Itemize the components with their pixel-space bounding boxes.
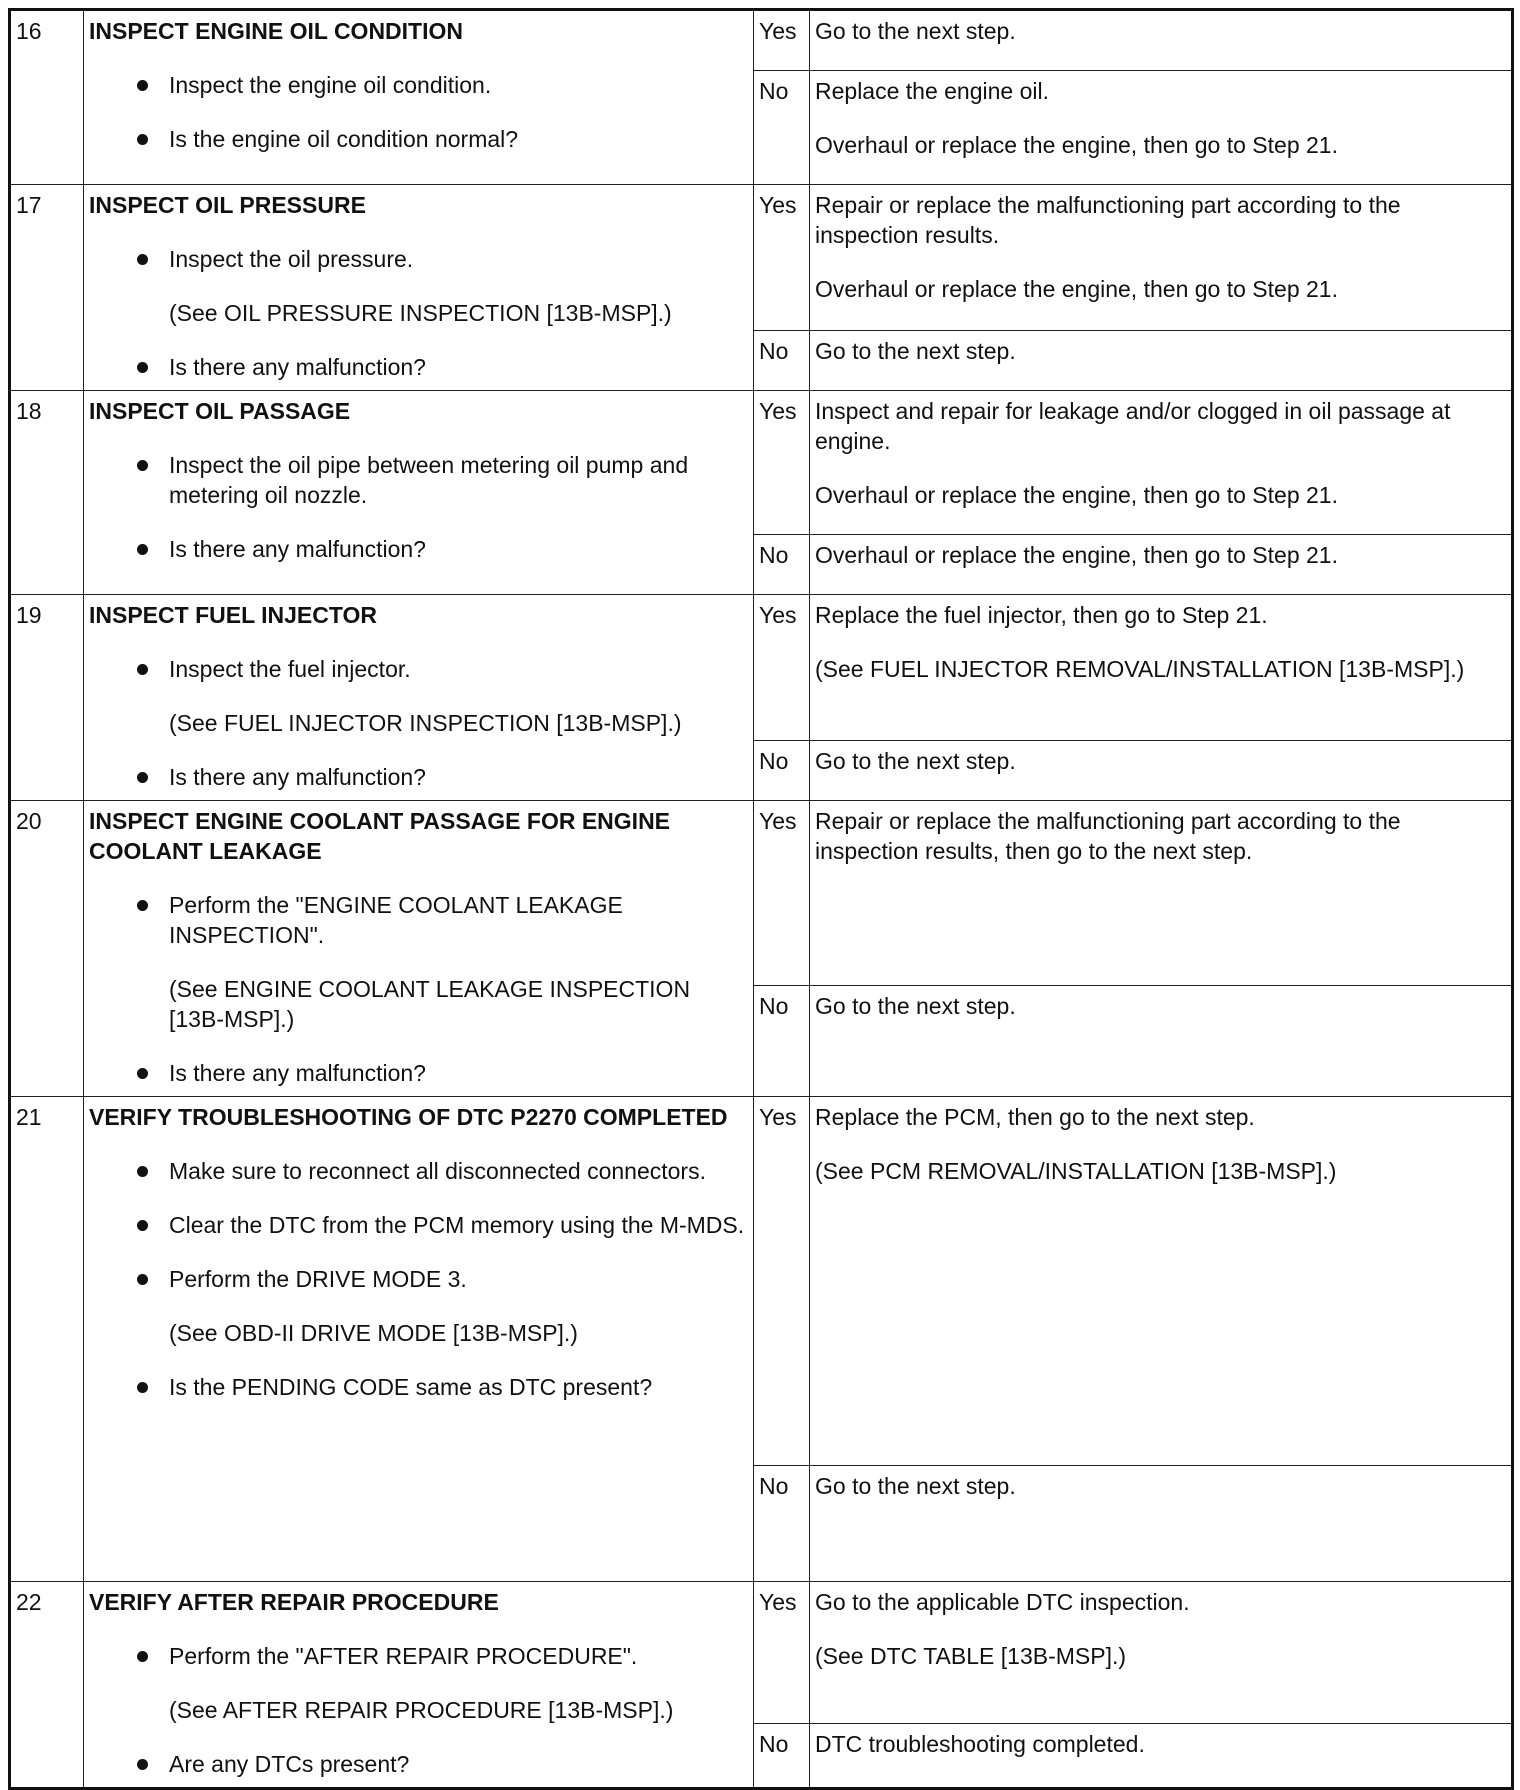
yes-result-cell bbox=[810, 10, 1513, 71]
no-result-cell bbox=[810, 535, 1513, 595]
action-bullet-item: Inspect the fuel injector. bbox=[89, 654, 747, 684]
reference-note: (See FUEL INJECTOR INSPECTION [13B-MSP].) bbox=[169, 710, 682, 736]
no-label: No bbox=[754, 330, 810, 390]
step-number: 18 bbox=[10, 391, 84, 595]
action-bullet-item: Perform the "ENGINE COOLANT LEAKAGE INSPECTION". bbox=[89, 890, 747, 950]
action-bullet-item: Is there any malfunction? bbox=[89, 534, 747, 564]
step-action-cell bbox=[84, 1582, 754, 1789]
yes-label: Yes bbox=[754, 10, 810, 71]
yes-result-text: Replace the fuel injector, then go to Step 21. bbox=[815, 602, 1268, 628]
no-result-text: Go to the next step. bbox=[815, 993, 1016, 1020]
no-label: No bbox=[754, 740, 810, 800]
step-title: INSPECT OIL PASSAGE bbox=[89, 398, 351, 424]
no-result-cell bbox=[810, 740, 1513, 800]
yes-result-text: Repair or replace the malfunctioning part according to the inspection results, then go to the next step. bbox=[815, 808, 1401, 864]
reference-note: (See OIL PRESSURE INSPECTION [13B-MSP].) bbox=[169, 300, 672, 326]
yes-result-cell bbox=[810, 1582, 1513, 1724]
yes-label: Yes bbox=[754, 391, 810, 535]
step-row bbox=[10, 595, 1513, 741]
step-action-cell bbox=[84, 595, 754, 801]
step-action-cell bbox=[84, 185, 754, 391]
step-number: 20 bbox=[10, 801, 84, 1097]
yes-result-text: Go to the next step. bbox=[815, 18, 1016, 44]
yes-result-text: Overhaul or replace the engine, then go to Step 21. bbox=[815, 482, 1338, 508]
action-bullet-item: Make sure to reconnect all disconnected connectors. bbox=[89, 1156, 747, 1186]
action-bullet-item: Perform the "AFTER REPAIR PROCEDURE". bbox=[89, 1641, 747, 1671]
step-number: 16 bbox=[10, 10, 84, 185]
action-bullet-item: Is the PENDING CODE same as DTC present? bbox=[89, 1372, 747, 1402]
step-title: INSPECT ENGINE OIL CONDITION bbox=[89, 18, 463, 44]
no-result-text: Replace the engine oil. bbox=[815, 78, 1049, 104]
step-number: 19 bbox=[10, 595, 84, 801]
troubleshooting-table bbox=[8, 8, 1514, 1790]
no-result-cell bbox=[810, 986, 1513, 1097]
yes-result-text: (See DTC TABLE [13B-MSP].) bbox=[815, 1643, 1127, 1669]
action-bullet-item: Is there any malfunction? bbox=[89, 762, 747, 792]
step-title: INSPECT FUEL INJECTOR bbox=[89, 602, 377, 628]
step-title: INSPECT ENGINE COOLANT PASSAGE FOR ENGINE COOLANT LEAKAGE bbox=[89, 808, 671, 864]
no-label: No bbox=[754, 1466, 810, 1582]
step-number: 22 bbox=[10, 1582, 84, 1789]
step-action-cell bbox=[84, 391, 754, 595]
yes-label: Yes bbox=[754, 1097, 810, 1466]
step-row bbox=[10, 1097, 1513, 1466]
no-result-text: Go to the next step. bbox=[815, 337, 1016, 364]
step-action-cell bbox=[84, 801, 754, 1097]
yes-result-cell bbox=[810, 595, 1513, 741]
no-result-cell bbox=[810, 71, 1513, 185]
no-result-text: Overhaul or replace the engine, then go to Step 21. bbox=[815, 542, 1338, 568]
action-bullet-item: Inspect the oil pipe between metering oil pump and metering oil nozzle. bbox=[89, 450, 747, 510]
action-bullet-item: Is there any malfunction? bbox=[89, 352, 747, 382]
no-result-text: Overhaul or replace the engine, then go to Step 21. bbox=[815, 132, 1338, 158]
no-label: No bbox=[754, 1723, 810, 1788]
reference-note: (See ENGINE COOLANT LEAKAGE INSPECTION [13B-MSP].) bbox=[169, 976, 691, 1032]
step-number: 21 bbox=[10, 1097, 84, 1582]
action-bullet-item: Is there any malfunction? bbox=[89, 1058, 747, 1088]
no-result-cell bbox=[810, 1723, 1513, 1788]
yes-result-cell bbox=[810, 391, 1513, 535]
action-bullet-item: Inspect the engine oil condition. bbox=[89, 70, 747, 100]
troubleshooting-table-body bbox=[10, 10, 1513, 1789]
no-label: No bbox=[754, 535, 810, 595]
yes-result-text: Overhaul or replace the engine, then go to Step 21. bbox=[815, 276, 1338, 302]
step-row bbox=[10, 10, 1513, 71]
action-bullet-item: Clear the DTC from the PCM memory using the M-MDS. bbox=[89, 1210, 747, 1240]
no-result-text: Go to the next step. bbox=[815, 747, 1016, 774]
step-row bbox=[10, 1582, 1513, 1724]
step-title: VERIFY TROUBLESHOOTING OF DTC P2270 COMPLETED bbox=[89, 1104, 728, 1130]
no-label: No bbox=[754, 71, 810, 185]
no-result-cell bbox=[810, 330, 1513, 390]
yes-result-text: Replace the PCM, then go to the next step. bbox=[815, 1104, 1255, 1130]
reference-note: (See AFTER REPAIR PROCEDURE [13B-MSP].) bbox=[169, 1697, 674, 1723]
no-result-text: DTC troubleshooting completed. bbox=[815, 1730, 1145, 1757]
yes-label: Yes bbox=[754, 185, 810, 331]
step-title: INSPECT OIL PRESSURE bbox=[89, 192, 366, 218]
action-bullet-item: Perform the DRIVE MODE 3. bbox=[89, 1264, 747, 1294]
yes-label: Yes bbox=[754, 801, 810, 986]
no-result-cell bbox=[810, 1466, 1513, 1582]
step-row bbox=[10, 801, 1513, 986]
yes-label: Yes bbox=[754, 1582, 810, 1724]
yes-result-text: (See FUEL INJECTOR REMOVAL/INSTALLATION [13B-MSP].) bbox=[815, 656, 1465, 682]
yes-label: Yes bbox=[754, 595, 810, 741]
step-title: VERIFY AFTER REPAIR PROCEDURE bbox=[89, 1589, 499, 1615]
no-result-text: Go to the next step. bbox=[815, 1473, 1016, 1499]
action-bullet-item: Inspect the oil pressure. bbox=[89, 244, 747, 274]
action-bullet-item: Is the engine oil condition normal? bbox=[89, 124, 747, 154]
step-action-cell bbox=[84, 1097, 754, 1582]
action-bullet-item: Are any DTCs present? bbox=[89, 1749, 747, 1779]
yes-result-cell bbox=[810, 185, 1513, 331]
step-number: 17 bbox=[10, 185, 84, 391]
yes-result-cell bbox=[810, 1097, 1513, 1466]
no-label: No bbox=[754, 986, 810, 1097]
yes-result-text: Inspect and repair for leakage and/or clogged in oil passage at engine. bbox=[815, 398, 1451, 454]
step-row bbox=[10, 391, 1513, 535]
yes-result-cell bbox=[810, 801, 1513, 986]
yes-result-text: Repair or replace the malfunctioning part according to the inspection results. bbox=[815, 192, 1401, 248]
step-row bbox=[10, 185, 1513, 331]
reference-note: (See OBD-II DRIVE MODE [13B-MSP].) bbox=[169, 1320, 578, 1346]
yes-result-text: Go to the applicable DTC inspection. bbox=[815, 1589, 1190, 1615]
yes-result-text: (See PCM REMOVAL/INSTALLATION [13B-MSP].) bbox=[815, 1158, 1337, 1184]
step-action-cell bbox=[84, 10, 754, 185]
